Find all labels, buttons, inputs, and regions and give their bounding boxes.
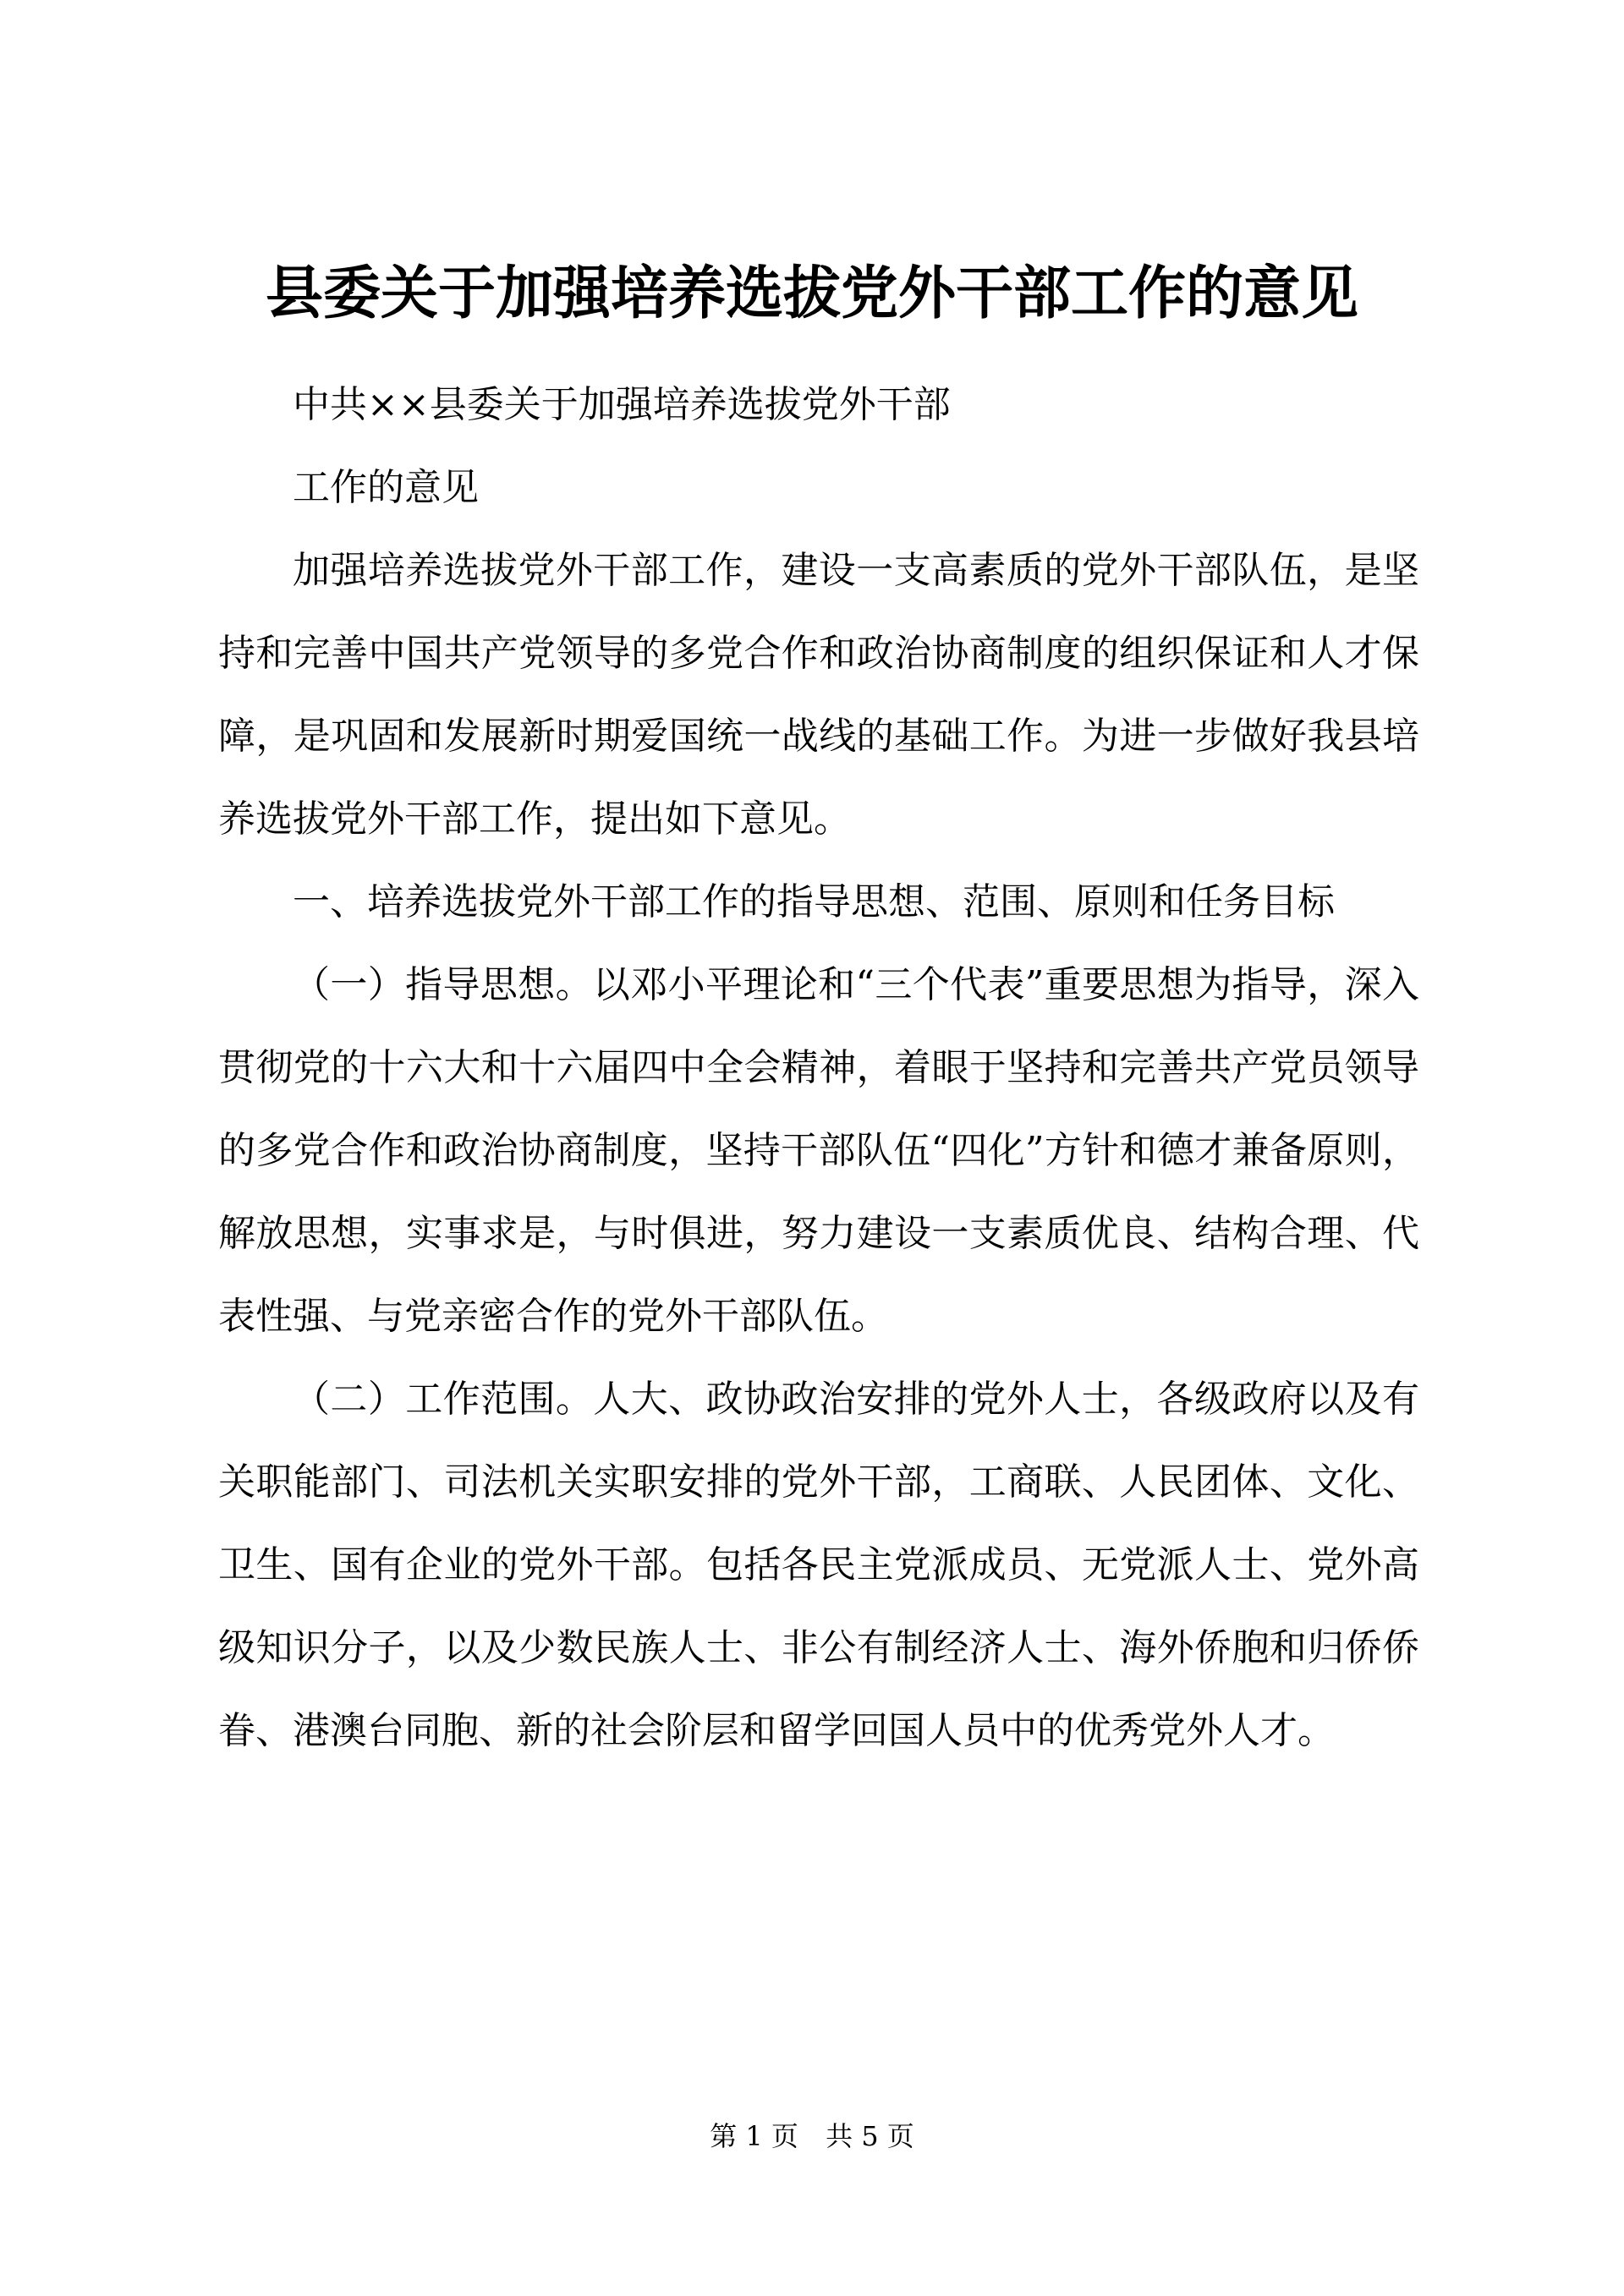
heading-line-1: 中共××县委关于加强培养选拔党外干部 — [293, 383, 951, 426]
paragraph-intro: 加强培养选拔党外干部工作，建设一支高素质的党外干部队伍，是坚持和完善中国共产党领导的多党合作和政治协商制度的组织保证和人才保障，是巩固和发展新时期爱国统一战线的基础工作。为进一步做好我县培养选拔党外干部工作，提出如下意见。 — [218, 549, 1419, 841]
paragraph-guiding-thought: （一）指导思想。以邓小平理论和“三个代表”重要思想为指导，深入贯彻党的十六大和十六届四中全会精神，着眼于坚持和完善共产党员领导的多党合作和政治协商制度，坚持干部队伍“四化”方针和德才兼备原则，解放思想，实事求是，与时俱进，努力建设一支素质优良、结构合理、代表性强、与党亲密合作的党外干部队伍。 — [218, 963, 1419, 1338]
page-number-total: 共 5 页 — [826, 2120, 914, 2152]
heading-line-2: 工作的意见 — [293, 466, 479, 509]
page-footer — [0, 2119, 1624, 2153]
document-body — [218, 364, 1419, 1773]
page-number-current: 第 1 页 — [710, 2120, 798, 2152]
document-title: 县委关于加强培养选拔党外干部工作的意见 — [265, 260, 1358, 327]
section-heading-1: 一、培养选拔党外干部工作的指导思想、范围、原则和任务目标 — [293, 880, 1335, 923]
paragraph-work-scope: （二）工作范围。人大、政协政治安排的党外人士，各级政府以及有关职能部门、司法机关实职安排的党外干部，工商联、人民团体、文化、卫生、国有企业的党外干部。包括各民主党派成员、无党派人士、党外高级知识分子，以及少数民族人士、非公有制经济人士、海外侨胞和归侨侨眷、港澳台同胞、新的社会阶层和留学回国人员中的优秀党外人才。 — [218, 1378, 1419, 1752]
